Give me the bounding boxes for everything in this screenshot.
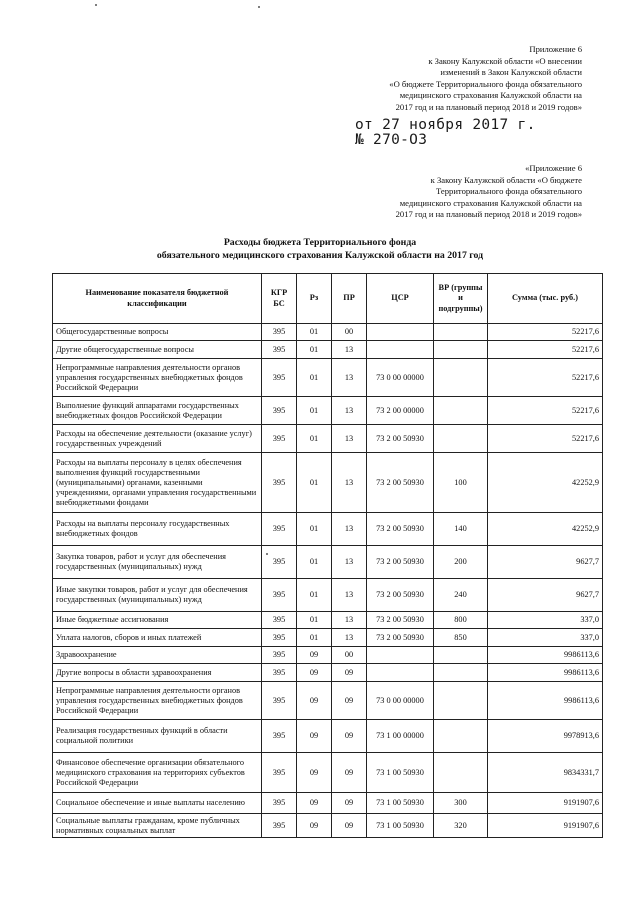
appendix-line: Приложение 6 (529, 44, 582, 54)
cell-sum: 9986113,6 (488, 664, 603, 682)
appendix-line: 2017 год и на плановый период 2018 и 2019 годов» (395, 209, 582, 219)
table-row (53, 664, 603, 682)
cell-pr: 09 (332, 682, 367, 720)
cell-kgr: 395 (262, 814, 297, 838)
appendix-line: медицинского страхования Калужской области на (399, 90, 582, 100)
cell-name: Другие вопросы в области здравоохранения (53, 664, 262, 682)
cell-rz: 01 (297, 546, 332, 579)
cell-rz: 01 (297, 341, 332, 359)
table-row (53, 453, 603, 513)
cell-sum: 9627,7 (488, 546, 603, 579)
cell-sum: 9986113,6 (488, 647, 603, 664)
cell-vr (434, 664, 488, 682)
table-row (53, 629, 603, 647)
cell-pr: 13 (332, 425, 367, 453)
cell-rz: 01 (297, 579, 332, 612)
cell-rz: 01 (297, 359, 332, 397)
cell-name: Финансовое обеспечение организации обязательного медицинского страхования на территориях субъектов Российской Федерации (53, 753, 262, 793)
table-row (53, 359, 603, 397)
cell-kgr: 395 (262, 324, 297, 341)
appendix-line: к Закону Калужской области «О бюджете (430, 174, 582, 185)
cell-name: Уплата налогов, сборов и иных платежей (53, 629, 262, 647)
cell-name: Реализация государственных функций в области социальной политики (53, 720, 262, 753)
cell-pr: 09 (332, 753, 367, 793)
cell-rz: 09 (297, 682, 332, 720)
table-row (53, 720, 603, 753)
cell-vr: 800 (434, 612, 488, 629)
cell-csr (367, 647, 434, 664)
table-row (53, 682, 603, 720)
cell-name: Социальное обеспечение и иные выплаты населению (53, 793, 262, 814)
cell-csr: 73 1 00 50930 (367, 753, 434, 793)
cell-kgr: 395 (262, 664, 297, 682)
title-line-2: обязательного медицинского страхования Калужской области на 2017 год (156, 250, 484, 261)
title-line-1: Расходы бюджета Территориального фонда (223, 237, 417, 248)
cell-kgr: 395 (262, 720, 297, 753)
cell-vr: 100 (434, 453, 488, 513)
cell-kgr: 395 (262, 793, 297, 814)
cell-pr: 09 (332, 664, 367, 682)
cell-sum: 42252,9 (488, 453, 603, 513)
cell-csr (367, 341, 434, 359)
cell-pr: 13 (332, 546, 367, 579)
table-row (53, 513, 603, 546)
cell-vr: 240 (434, 579, 488, 612)
cell-vr: 300 (434, 793, 488, 814)
appendix-line: изменений в Закон Калужской области (440, 67, 582, 77)
cell-csr: 73 2 00 50930 (367, 629, 434, 647)
appendix-line: медицинского страхования Калужской области на (399, 197, 582, 208)
table-row (53, 753, 603, 793)
header-sum: Сумма (тыс. руб.) (488, 274, 603, 324)
cell-pr: 13 (332, 359, 367, 397)
table-row (53, 793, 603, 814)
cell-rz: 01 (297, 612, 332, 629)
cell-name: Иные бюджетные ассигнования (53, 612, 262, 629)
cell-csr (367, 664, 434, 682)
cell-kgr: 395 (262, 397, 297, 425)
appendix-header (342, 44, 582, 113)
stamp-date: от 27 ноября 2017 г. (355, 117, 536, 133)
cell-pr: 13 (332, 341, 367, 359)
scan-speck (258, 6, 260, 8)
cell-rz: 01 (297, 425, 332, 453)
cell-pr: 09 (332, 814, 367, 838)
cell-csr: 73 2 00 50930 (367, 612, 434, 629)
cell-rz: 09 (297, 814, 332, 838)
cell-vr (434, 397, 488, 425)
cell-sum: 9978913,6 (488, 720, 603, 753)
cell-sum: 9627,7 (488, 579, 603, 612)
cell-pr: 13 (332, 397, 367, 425)
cell-name: Непрограммные направления деятельности органов управления государственных внебюджетных фондов Российской Федерации (53, 359, 262, 397)
appendix-line: «О бюджете Территориального фонда обязательного (389, 78, 582, 89)
cell-sum: 52217,6 (488, 397, 603, 425)
header-vr: ВР (группы и подгруппы) (434, 274, 488, 324)
cell-vr (434, 324, 488, 341)
cell-csr: 73 1 00 00000 (367, 720, 434, 753)
table-row (53, 579, 603, 612)
appendix-line: к Закону Калужской области «О внесении (428, 55, 582, 66)
cell-pr: 09 (332, 720, 367, 753)
cell-vr (434, 753, 488, 793)
cell-pr: 13 (332, 629, 367, 647)
cell-vr: 140 (434, 513, 488, 546)
cell-vr (434, 341, 488, 359)
table-row (53, 425, 603, 453)
cell-kgr: 395 (262, 546, 297, 579)
document-title (0, 236, 640, 262)
cell-sum: 52217,6 (488, 324, 603, 341)
cell-name: Здравоохранение (53, 647, 262, 664)
cell-rz: 09 (297, 664, 332, 682)
cell-vr (434, 425, 488, 453)
cell-sum: 337,0 (488, 629, 603, 647)
cell-sum: 9834331,7 (488, 753, 603, 793)
cell-pr: 13 (332, 513, 367, 546)
cell-vr (434, 647, 488, 664)
cell-name: Расходы на обеспечение деятельности (оказание услуг) государственных учреждений (53, 425, 262, 453)
header-rz: Рз (297, 274, 332, 324)
table-row (53, 612, 603, 629)
cell-rz: 01 (297, 324, 332, 341)
cell-csr: 73 0 00 00000 (367, 682, 434, 720)
cell-sum: 52217,6 (488, 341, 603, 359)
cell-kgr: 395 (262, 753, 297, 793)
cell-rz: 01 (297, 453, 332, 513)
cell-vr: 200 (434, 546, 488, 579)
cell-rz: 01 (297, 513, 332, 546)
cell-csr: 73 2 00 00000 (367, 397, 434, 425)
table-row (53, 647, 603, 664)
header-pr: ПР (332, 274, 367, 324)
cell-csr: 73 2 00 50930 (367, 453, 434, 513)
cell-rz: 09 (297, 647, 332, 664)
cell-csr: 73 2 00 50930 (367, 513, 434, 546)
appendix-line: «Приложение 6 (525, 163, 582, 173)
cell-name: Расходы на выплаты персоналу в целях обеспечения выполнения функций государственными (муниципальными) органами, казенными учреждениями, органами управления государственными внебюджетными фондами (53, 453, 262, 513)
cell-csr: 73 2 00 50930 (367, 579, 434, 612)
cell-sum: 337,0 (488, 612, 603, 629)
cell-sum: 42252,9 (488, 513, 603, 546)
cell-name: Общегосударственные вопросы (53, 324, 262, 341)
cell-name: Иные закупки товаров, работ и услуг для обеспечения государственных (муниципальных) нужд (53, 579, 262, 612)
cell-sum: 52217,6 (488, 425, 603, 453)
cell-name: Социальные выплаты гражданам, кроме публичных нормативных социальных выплат (53, 814, 262, 838)
budget-table (52, 273, 603, 838)
cell-pr: 09 (332, 793, 367, 814)
cell-csr: 73 2 00 50930 (367, 425, 434, 453)
previous-appendix-header (342, 163, 582, 221)
cell-csr: 73 1 00 50930 (367, 814, 434, 838)
table-row (53, 397, 603, 425)
cell-kgr: 395 (262, 453, 297, 513)
cell-sum: 52217,6 (488, 359, 603, 397)
table-row (53, 546, 603, 579)
cell-pr: 13 (332, 453, 367, 513)
table-header-row (53, 274, 603, 324)
table-row (53, 341, 603, 359)
cell-kgr: 395 (262, 513, 297, 546)
cell-rz: 09 (297, 793, 332, 814)
cell-pr: 13 (332, 579, 367, 612)
cell-vr (434, 682, 488, 720)
cell-rz: 09 (297, 753, 332, 793)
table-row (53, 814, 603, 838)
cell-kgr: 395 (262, 425, 297, 453)
cell-kgr: 395 (262, 359, 297, 397)
cell-pr: 00 (332, 324, 367, 341)
stamp-number: № 270-ОЗ (355, 132, 428, 148)
cell-sum: 9986113,6 (488, 682, 603, 720)
table-row (53, 324, 603, 341)
cell-csr: 73 1 00 50930 (367, 793, 434, 814)
cell-sum: 9191907,6 (488, 814, 603, 838)
cell-vr (434, 720, 488, 753)
appendix-line: Территориального фонда обязательного (436, 186, 582, 196)
cell-kgr: 395 (262, 612, 297, 629)
cell-name: Непрограммные направления деятельности органов управления государственных внебюджетных фондов Российской Федерации (53, 682, 262, 720)
cell-name: Другие общегосударственные вопросы (53, 341, 262, 359)
cell-kgr: 395 (262, 647, 297, 664)
cell-kgr: 395 (262, 682, 297, 720)
cell-csr: 73 2 00 50930 (367, 546, 434, 579)
cell-rz: 01 (297, 397, 332, 425)
cell-pr: 00 (332, 647, 367, 664)
cell-rz: 09 (297, 720, 332, 753)
law-stamp (355, 118, 536, 148)
cell-kgr: 395 (262, 341, 297, 359)
cell-rz: 01 (297, 629, 332, 647)
cell-pr: 13 (332, 612, 367, 629)
cell-csr: 73 0 00 00000 (367, 359, 434, 397)
cell-name: Закупка товаров, работ и услуг для обеспечения государственных (муниципальных) нужд (53, 546, 262, 579)
cell-vr: 320 (434, 814, 488, 838)
cell-kgr: 395 (262, 629, 297, 647)
header-name: Наименование показателя бюджетной классификации (53, 274, 262, 324)
cell-vr (434, 359, 488, 397)
cell-sum: 9191907,6 (488, 793, 603, 814)
scan-speck (95, 4, 97, 6)
cell-name: Выполнение функций аппаратами государственных внебюджетных фондов Российской Федерации (53, 397, 262, 425)
cell-vr: 850 (434, 629, 488, 647)
cell-kgr: 395 (262, 579, 297, 612)
header-csr: ЦСР (367, 274, 434, 324)
appendix-line: 2017 год и на плановый период 2018 и 2019 годов» (395, 101, 582, 112)
cell-name: Расходы на выплаты персоналу государственных внебюджетных фондов (53, 513, 262, 546)
cell-csr (367, 324, 434, 341)
header-kgr: КГР БС (262, 274, 297, 324)
